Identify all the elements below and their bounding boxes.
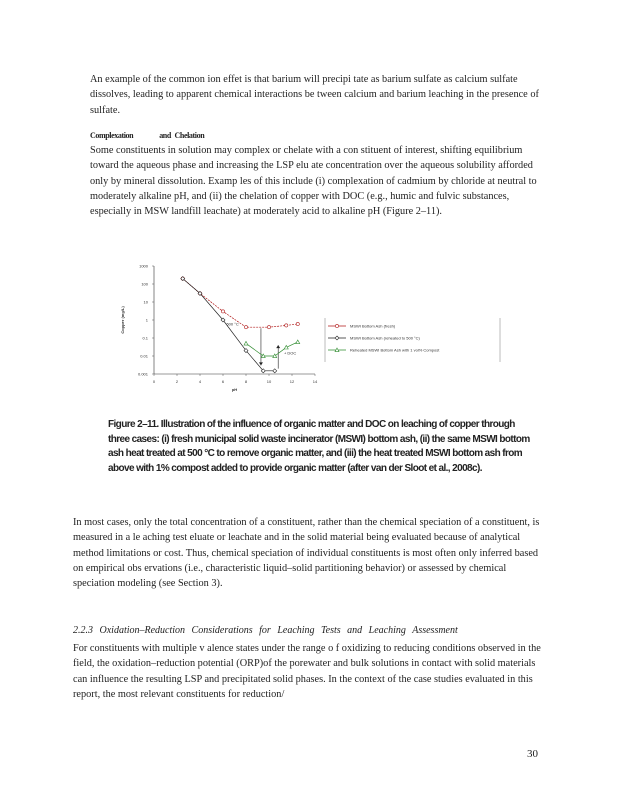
y-tick-label: 0.01 [140, 353, 148, 359]
legend-item [328, 348, 440, 353]
heading-word-1: Complexation [90, 131, 134, 140]
page-number: 30 [527, 748, 538, 760]
data-point [273, 369, 277, 373]
x-tick-label: 4 [198, 379, 202, 384]
arrowhead-up-icon [276, 345, 280, 348]
legend-label: Reheated MSWI Bottom Ash with 1 vol% Compost [350, 347, 440, 353]
figure-2-11-chart [110, 250, 520, 410]
y-tick-label: 1000 [139, 263, 148, 269]
data-point [285, 324, 288, 327]
heading-word-2: and [159, 131, 171, 140]
paragraph-complexation: Some constituents in solution may complex or chelate with a con stituent of interest, shifting equilibrium toward the aqueous phase and increasing the LSP elu ate concentration over the aqueous solubility afforded only by mineral dissolution. Examp les of this include (i) complexation of cadmium by chloride at neutral to moderately alkaline pH, and (ii) the chelation of copper with DOC (e.g., humic and fulvic substances, especially in MSW landfill leachate) at moderately acid to alkaline pH (Figure 2–11). [90, 145, 537, 218]
annotation-500c: 500 °C [226, 321, 239, 327]
section-number: 2.2.3 [73, 625, 93, 636]
heading-word-3: Chelation [174, 131, 205, 140]
x-tick-label: 6 [221, 379, 225, 384]
y-tick-label: 10 [143, 299, 148, 305]
section-title: Oxidation–Reduction Considerations for Leaching Tests and Leaching Assessment [99, 625, 458, 636]
data-point [296, 322, 299, 325]
x-tick-label: 0 [152, 379, 156, 384]
data-point [284, 345, 288, 349]
paragraph-oxidation: For constituents with multiple v alence states under the range o f oxidizing to reducing conditions observed in the field, the oxidation–reduction potential (ORP)of the porewater and bulk solutions in contact with solid materials can influence the resulting LSP and precipitated solid phases. In the context of the case studies evaluated in this report, the most relevant constituents for reduction/ [73, 643, 541, 700]
x-tick-label: 14 [312, 379, 318, 384]
paragraph-common-ion: An example of the common ion effet is that barium will precipi tate as barium sulfate as calcium sulfate dissolves, leading to apparent chemical interactions be tween calcium and barium leaching in the presence of sulfate. [90, 74, 539, 116]
legend-label: MSWI Bottom Ash (fresh) [350, 323, 396, 329]
legend-item [328, 336, 421, 341]
paragraph-speciation: In most cases, only the total concentration of a constituent, rather than the chemical speciation of a constituent, is measured in a le aching test eluate or leachate and in the solid material being evaluated because of analytical method limitations or cost. Thus, chemical speciation of individual constituents is most often only inferred based on empirical obs ervations (i.e., characteristic liquid–solid partitioning behavior) or assessed by chemical speciation modeling (see Section 3). [73, 517, 540, 590]
x-axis-title: pH [231, 387, 238, 392]
y-tick-label: 0.001 [137, 371, 148, 377]
data-point [335, 324, 338, 327]
x-tick-label: 12 [289, 379, 295, 384]
y-tick-label: 0.1 [142, 335, 148, 341]
data-point [267, 326, 270, 329]
chart-axes [120, 264, 318, 393]
data-point [335, 336, 339, 340]
chart-legend [325, 318, 500, 362]
legend-item [328, 324, 396, 329]
data-point [296, 340, 300, 344]
annotation-doc: + DOC [283, 350, 297, 356]
chart-series [181, 277, 300, 373]
series-1 [181, 277, 299, 329]
section-heading [73, 625, 458, 636]
figure-caption: Figure 2–11. Illustration of the influence of organic matter and DOC on leaching of copper through three cases: (i) fresh municipal solid waste incinerator (MSWI) bottom ash, (ii) the same MSWI bottom ash heat treated at 500 °C to remove organic matter, and (iii) the heat treated MSWI bottom ash from above with 1% compost added to provide organic matter (after van der Sloot et al., 2008c). [108, 419, 530, 474]
x-tick-label: 10 [266, 379, 272, 384]
y-tick-label: 100 [141, 281, 148, 287]
arrowhead-down-icon [259, 362, 263, 365]
x-tick-label: 8 [244, 379, 248, 384]
y-axis-title: Copper (mg/L) [120, 306, 125, 334]
legend-label: MSWI Bottom Ash (reheated to 500 °C) [350, 335, 420, 341]
data-point [244, 326, 247, 329]
heading-complexation [90, 131, 230, 140]
x-tick-label: 2 [175, 379, 179, 384]
y-tick-label: 1 [145, 317, 148, 323]
series-line [183, 279, 298, 328]
data-point [244, 341, 248, 345]
data-point [221, 310, 224, 313]
